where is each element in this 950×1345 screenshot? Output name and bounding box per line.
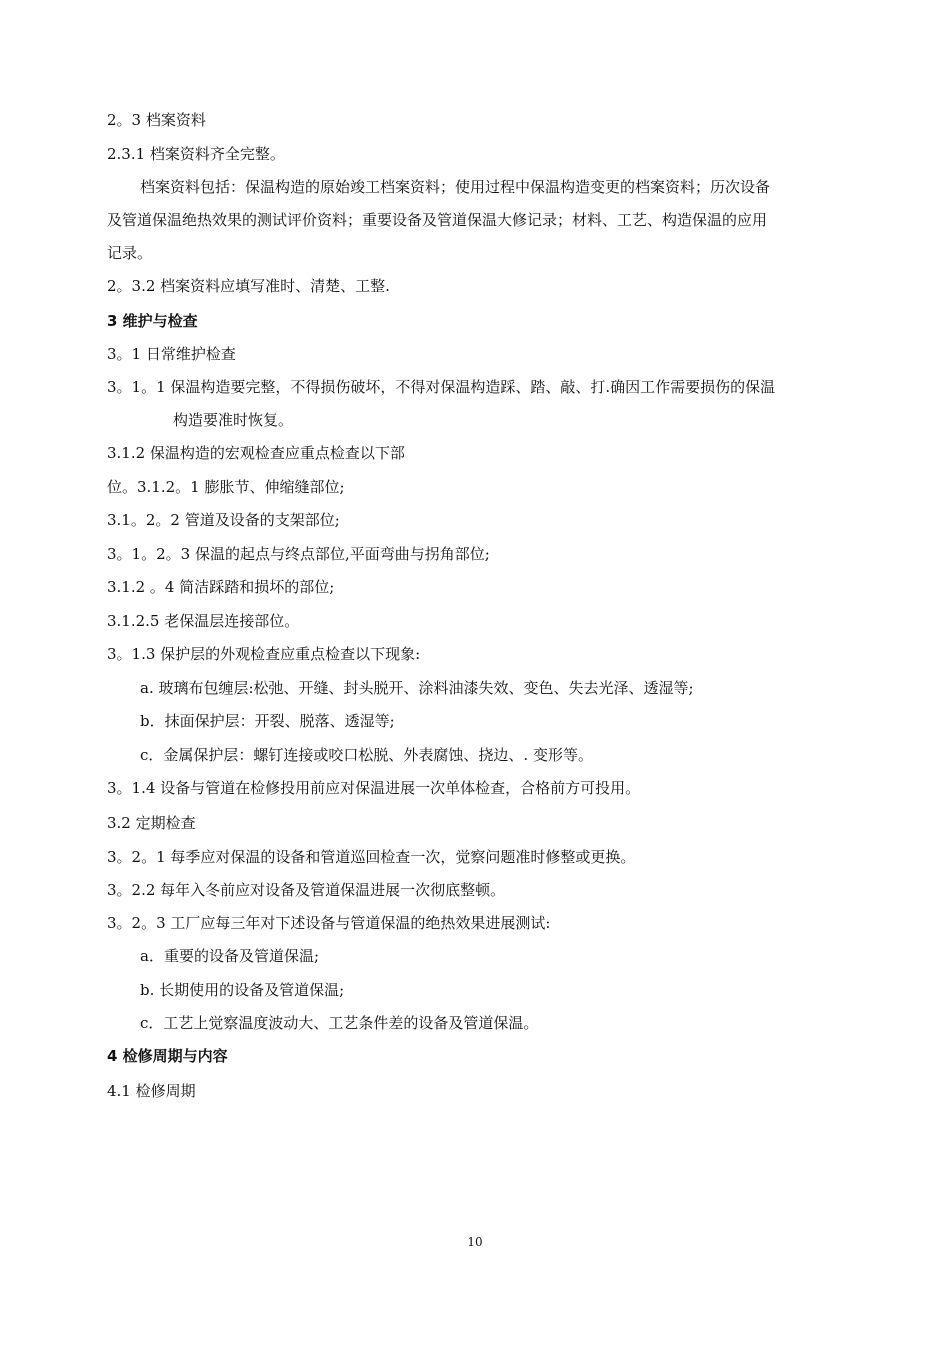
section-heading: 3。1 日常维护检查	[107, 345, 236, 363]
subsection: 3。1.3 保护层的外观检查应重点检查以下现象:	[107, 645, 421, 663]
section-heading: 3.2 定期检查	[107, 814, 196, 832]
subsection: 3。1。1 保温构造要完整，不得损伤破坏，不得对保温构造踩、踏、敲、打.确因工作需要损伤的保温	[107, 378, 776, 396]
subsection-continuation: 构造要准时恢复。	[173, 411, 294, 429]
list-item: a．重要的设备及管道保温;	[140, 947, 319, 965]
subsection: 位。3.1.2。1 膨胀节、伸缩缝部位;	[107, 478, 345, 496]
list-item: b. 长期使用的设备及管道保温;	[140, 981, 345, 999]
subsection: 3。2。3 工厂应每三年对下述设备与管道保温的绝热效果进展测试:	[107, 914, 551, 932]
subsection: 3.1.2 。4 简洁踩踏和损坏的部位;	[107, 578, 335, 596]
paragraph-line: 记录。	[107, 244, 153, 262]
list-item: c．工艺上觉察温度波动大、工艺条件差的设备及管道保温。	[140, 1014, 539, 1032]
subsection: 3.1。2。2 管道及设备的支架部位;	[107, 511, 340, 529]
page-number: 10	[467, 1235, 483, 1249]
subsection: 3.1.2 保温构造的宏观检查应重点检查以下部	[107, 444, 405, 462]
paragraph-line: 及管道保温绝热效果的测试评价资料；重要设备及管道保温大修记录；材料、工艺、构造保温的应用	[107, 211, 768, 229]
paragraph-line: 档案资料包括：保温构造的原始竣工档案资料；使用过程中保温构造变更的档案资料；历次设备	[140, 178, 771, 196]
subsection: 2。3.2 档案资料应填写准时、清楚、工整.	[107, 277, 390, 295]
list-item: a. 玻璃布包缠层:松弛、开缝、封头脱开、涂料油漆失效、变色、失去光泽、透湿等;	[140, 679, 694, 697]
subsection: 3。1.4 设备与管道在检修投用前应对保温进展一次单体检查，合格前方可投用。	[107, 779, 641, 797]
subsection: 3。1。2。3 保温的起点与终点部位,平面弯曲与拐角部位;	[107, 545, 490, 563]
section-heading: 4.1 检修周期	[107, 1082, 196, 1100]
subsection: 3。2.2 每年入冬前应对设备及管道保温进展一次彻底整顿。	[107, 881, 506, 899]
subsection: 2.3.1 档案资料齐全完整。	[107, 145, 285, 163]
chapter-heading: 4 检修周期与内容	[107, 1047, 228, 1065]
list-item: b．抹面保护层：开裂、脱落、透湿等;	[140, 712, 395, 730]
subsection: 3.1.2.5 老保温层连接部位。	[107, 612, 300, 630]
list-item: c．金属保护层：螺钉连接或咬口松脱、外表腐蚀、挠边、. 变形等。	[140, 746, 593, 764]
chapter-heading: 3 维护与检查	[107, 312, 198, 330]
subsection: 3。2。1 每季应对保温的设备和管道巡回检查一次，觉察问题准时修整或更换。	[107, 848, 636, 866]
section-heading: 2。3 档案资料	[107, 111, 206, 129]
